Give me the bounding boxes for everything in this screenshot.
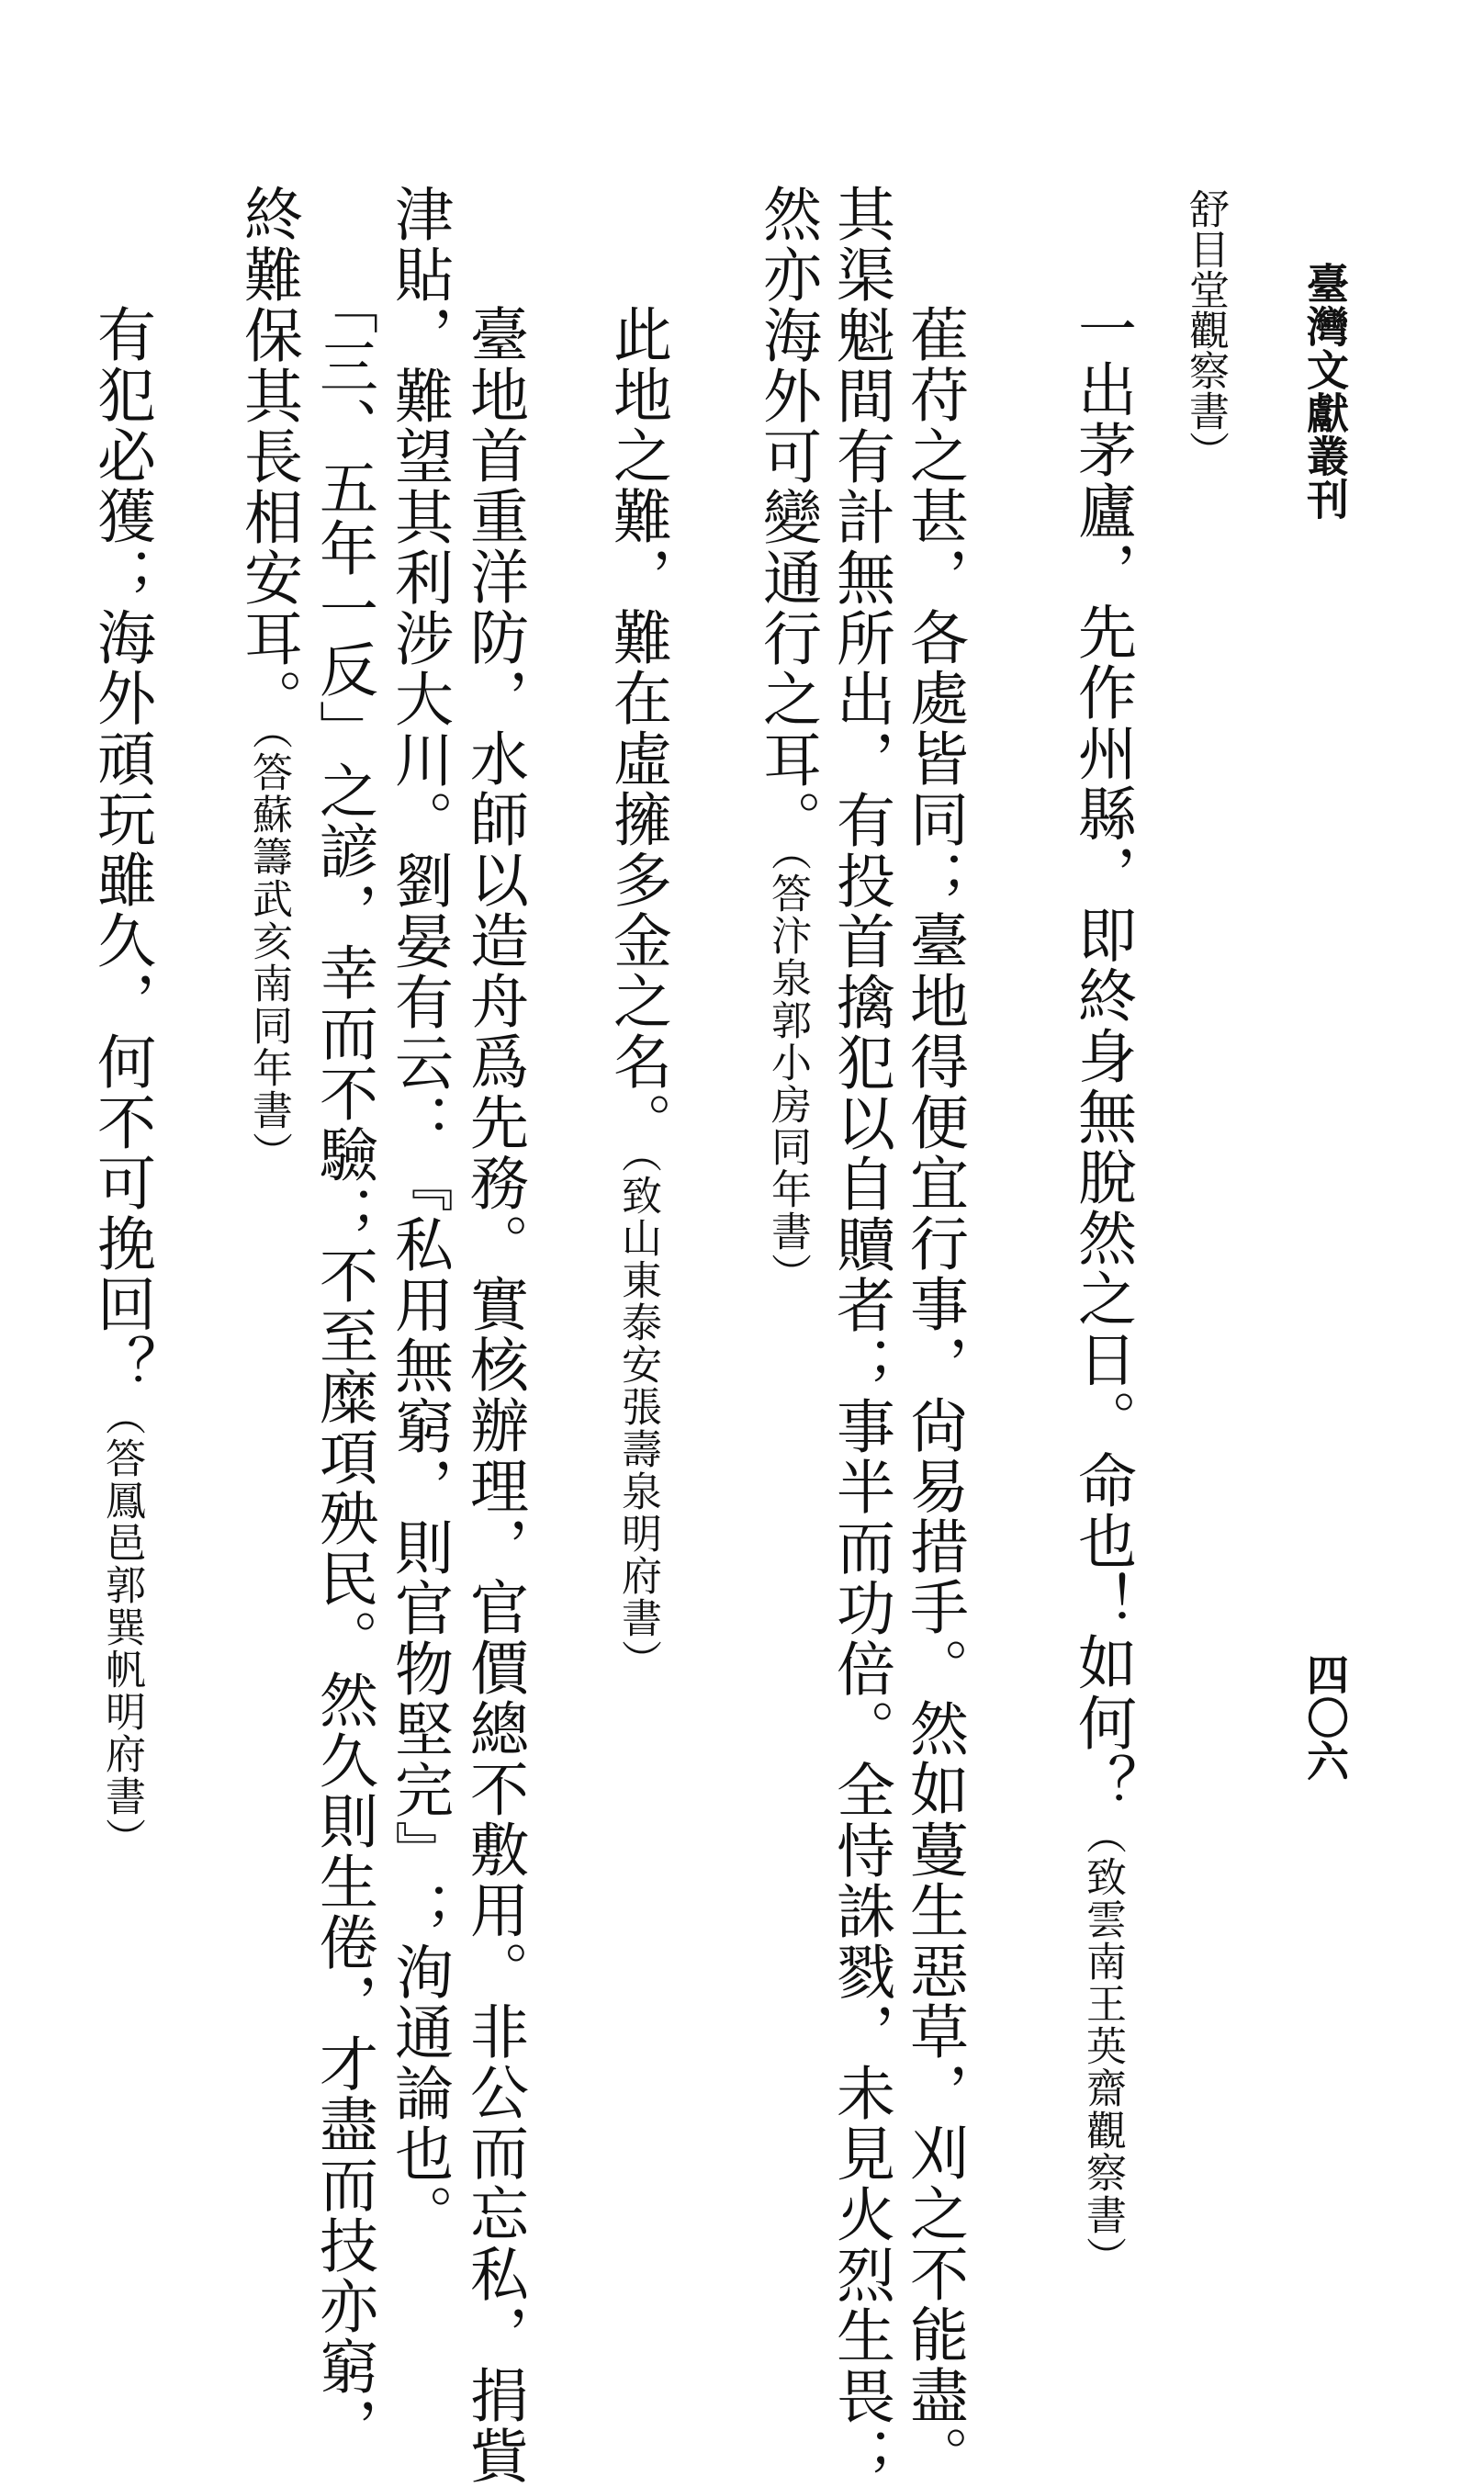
text-column-10 <box>87 243 155 1860</box>
text-column-1 <box>1068 298 1136 2279</box>
column-text: 「三、五年一反」之諺，幸而不驗；不至糜項殃民。然久則生倦，才盡而技亦窮， <box>309 276 377 2458</box>
column-note: （答蘇籌武亥南同年書） <box>245 729 292 1174</box>
text-column-8 <box>309 276 377 2458</box>
text-column-9 <box>234 184 302 1174</box>
running-title: 舒目堂觀察書） <box>1182 188 1229 471</box>
column-text: 津貼，難望其利涉大川。劉晏有云：『私用無窮，則官物堅完』；洵通論也。 <box>385 184 453 2245</box>
column-text: 臺地首重洋防，水師以造舟爲先務。實核辦理，官價總不敷用。非公而忘私，捐貲 <box>460 243 528 2486</box>
text-column-6 <box>460 243 528 2486</box>
text-column-7 <box>385 184 453 2245</box>
text-column-4 <box>753 184 821 1295</box>
text-column-2 <box>900 243 968 2486</box>
column-note: （致雲南王英齋觀察書） <box>1079 1814 1126 2279</box>
column-note: （致山東泰安張壽泉明府書） <box>614 1153 661 1682</box>
column-text: 一出茅廬，先作州縣，即終身無脫然之日。命也！如何？ <box>1068 298 1136 1814</box>
column-note: （答鳳邑郭巽帆明府書） <box>98 1395 145 1860</box>
page-number: 四〇六 <box>1300 1653 1350 1783</box>
column-text: 終難保其長相安耳。 <box>234 184 302 729</box>
column-text: 其渠魁間有計無所出，有投首擒犯以自贖者；事半而功倍。全恃誅戮，未見火烈生畏； <box>826 184 894 2487</box>
text-column-5 <box>603 243 671 1682</box>
column-text: 有犯必獲；海外頑玩雖久，何不可挽回？ <box>87 243 155 1395</box>
column-note: （答汴泉郭小房同年書） <box>764 850 811 1295</box>
column-text: 萑苻之甚，各處皆同；臺地得便宜行事，尙易措手。然如蔓生惡草，刈之不能盡。 <box>900 243 968 2486</box>
column-text: 此地之難，難在虛擁多金之名。 <box>603 243 671 1153</box>
column-text: 然亦海外可變通行之耳。 <box>753 184 821 850</box>
series-title: 臺灣文獻叢刊 <box>1300 262 1350 521</box>
text-column-3 <box>826 184 894 2487</box>
